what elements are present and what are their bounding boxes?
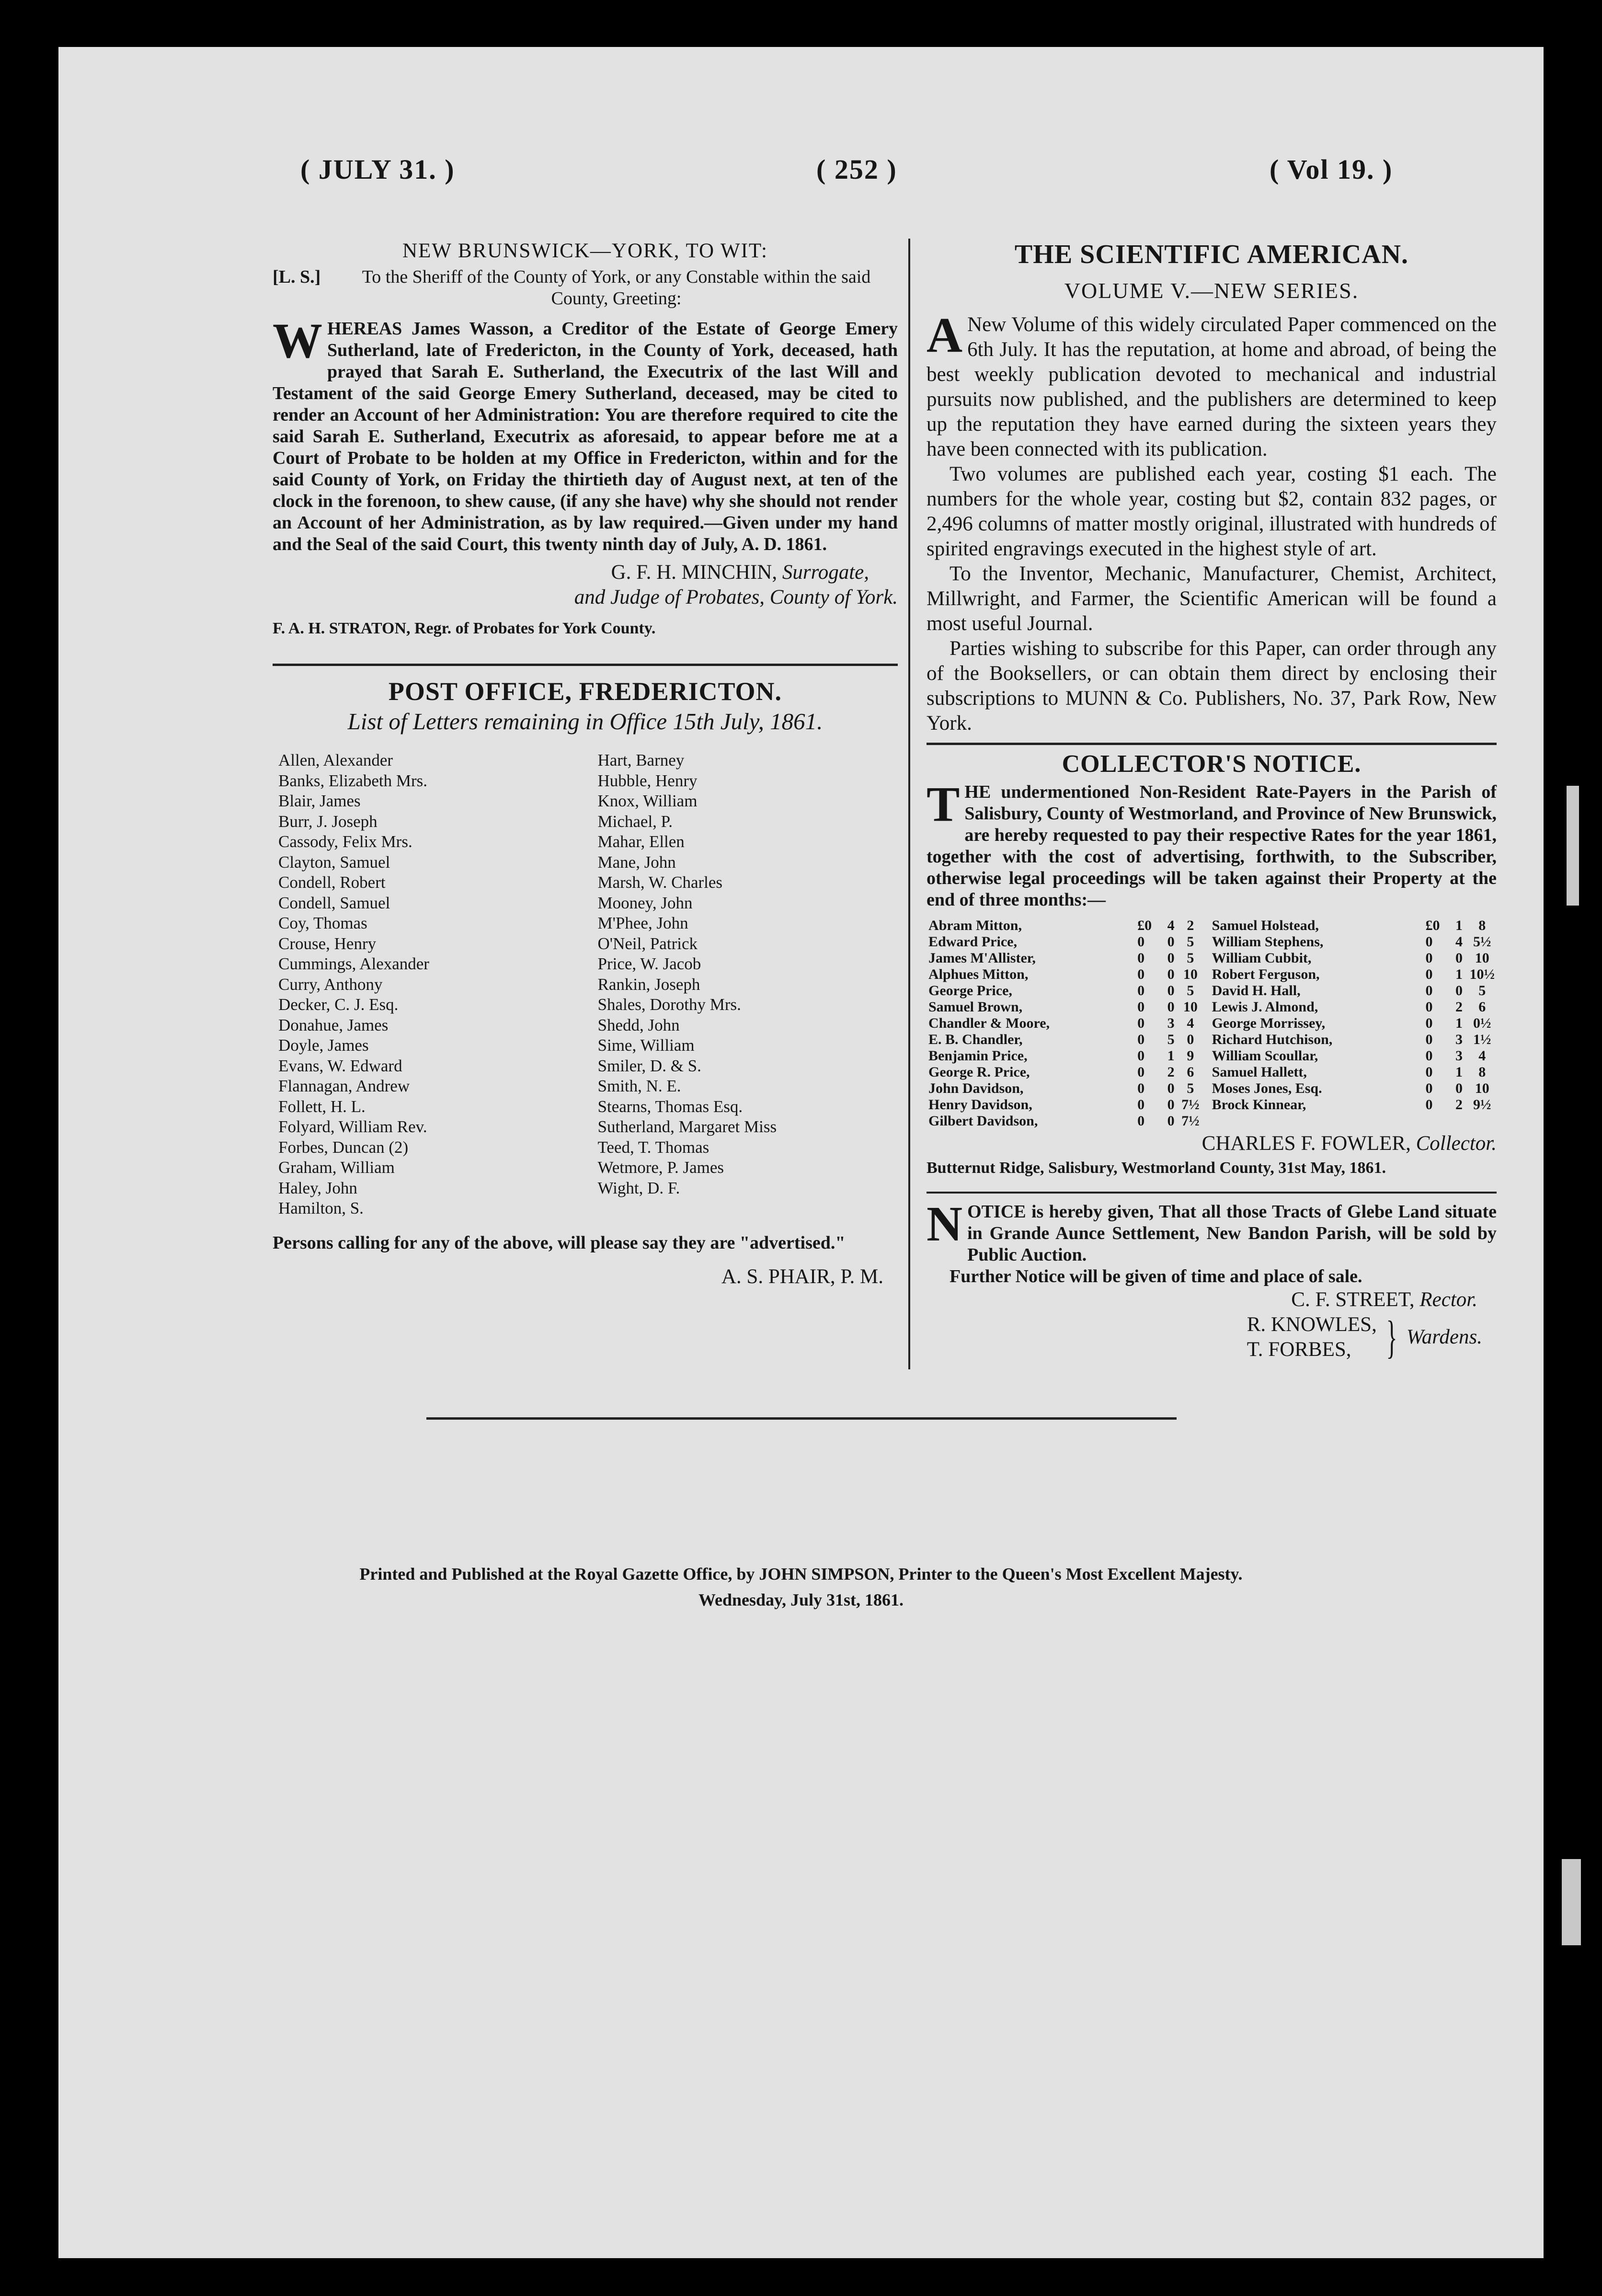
letter-entry: Flannagan, Andrew	[278, 1077, 410, 1095]
rate-pounds	[1424, 1113, 1451, 1129]
rector-title: Rector.	[1419, 1288, 1477, 1311]
drop-cap-w: W	[273, 313, 322, 368]
rate-name: Gilbert Davidson,	[928, 1113, 1038, 1129]
rate-pounds: 0	[1425, 1064, 1433, 1080]
rate-pence: 9½	[1473, 1097, 1491, 1113]
rate-name: William Scoullar,	[1212, 1048, 1318, 1064]
probate-address-block	[273, 266, 898, 310]
collector-body	[927, 777, 1497, 911]
sci-am-para4: Parties wishing to subscribe for this Paper, can order through any of the Booksellers, or can obtain them direct by enclosing their subscriptions to MUNN & Co. Publishers, No. 37, Park Row, New York.	[927, 637, 1497, 735]
rate-name: Alphues Mitton,	[928, 966, 1029, 982]
rate-pounds: 0	[1137, 1048, 1145, 1064]
rate-pounds: 0	[1137, 1080, 1145, 1096]
sci-am-para3: To the Inventor, Mechanic, Manufacturer, Chemist, Architect, Millwright, and Farmer, the Scientific American will be found a most useful Journal.	[927, 563, 1497, 635]
header-volume: ( Vol 19. )	[1270, 154, 1393, 185]
rate-pence: 5½	[1473, 934, 1491, 950]
letter-entry: Crouse, Henry	[278, 934, 377, 953]
rate-shillings: 2	[1455, 1097, 1463, 1113]
letter-entry: Sime, William	[597, 1036, 695, 1055]
rate-pence: 4	[1187, 1015, 1194, 1031]
rate-name: William Stephens,	[1212, 934, 1324, 950]
rate-pence: 5	[1187, 934, 1194, 950]
letter-entry: Wetmore, P. James	[597, 1158, 724, 1177]
post-office-title: POST OFFICE, FREDERICTON.	[388, 677, 782, 706]
rate-row	[927, 1113, 1497, 1129]
rate-name: James M'Allister,	[928, 950, 1036, 966]
rate-pence: 10	[1183, 966, 1198, 982]
rate-pence: 10	[1183, 999, 1198, 1015]
letter-entry: Condell, Robert	[278, 873, 386, 892]
rate-row	[927, 1064, 1497, 1080]
rate-shillings: 0	[1455, 950, 1463, 966]
collector-dateline: Butternut Ridge, Salisbury, Westmorland County, 31st May, 1861.	[927, 1159, 1386, 1177]
section-rule	[927, 743, 1497, 745]
letter-entry: Stearns, Thomas Esq.	[597, 1097, 743, 1116]
letter-entry: Hart, Barney	[597, 751, 685, 769]
wardens-title: Wardens.	[1406, 1326, 1482, 1348]
rate-pence: 5	[1187, 1080, 1194, 1096]
rate-shillings: 0	[1167, 1080, 1175, 1096]
glebe-body	[927, 1196, 1497, 1266]
header-page-number: ( 252 )	[816, 154, 897, 185]
registrar-line: F. A. H. STRATON, Regr. of Probates for York County.	[273, 620, 656, 637]
rate-pence: 9	[1187, 1048, 1194, 1064]
sci-am-para1-text: New Volume of this widely circulated Paper commenced on the 6th July. It has the reputation, at home and abroad, of being the best weekly publication devoted to mechanical and industrial pursuits now published, and the publishers are determined to keep up the reputation they have earned during the sixteen years they have been connected with its publication.	[927, 313, 1497, 460]
collector-role: Collector.	[1416, 1132, 1497, 1155]
letter-entry: Folyard, William Rev.	[278, 1117, 427, 1136]
letter-entry: Marsh, W. Charles	[597, 873, 723, 892]
rate-shillings: 0	[1167, 999, 1175, 1015]
rate-shillings: 0	[1167, 934, 1175, 950]
collectors-notice	[927, 750, 1497, 1178]
drop-cap-n: N	[927, 1196, 963, 1251]
rate-shillings: 2	[1455, 999, 1463, 1015]
rate-pounds: £0	[1137, 918, 1152, 933]
rate-shillings: 0	[1455, 983, 1463, 999]
letter-entry: Teed, T. Thomas	[597, 1137, 709, 1157]
letter-entry: Doyle, James	[278, 1036, 369, 1055]
rate-pence: 5	[1478, 983, 1486, 999]
rate-shillings: 3	[1455, 1048, 1463, 1064]
letter-entry: Shales, Dorothy Mrs.	[597, 995, 741, 1014]
signer-office: and Judge of Probates, County of York.	[574, 586, 898, 608]
scan-edge-artifact	[1562, 1859, 1581, 1945]
rate-pence: 10	[1475, 950, 1489, 966]
rate-name: William Cubbit,	[1212, 950, 1312, 966]
rate-shillings: 1	[1455, 1064, 1463, 1080]
warden-name: R. KNOWLES,	[1247, 1313, 1377, 1336]
rate-pence: 6	[1478, 999, 1486, 1015]
rate-shillings: 3	[1167, 1015, 1175, 1031]
collector-body-text: HE undermentioned Non-Resident Rate-Payers in the Parish of Salisbury, County of Westmorland, and Province of New Brunswick, are hereby requested to pay their respective Rates for the year 1861, together with the cost of advertising, forthwith, to the Subscriber, otherwise legal proceedings will be taken against their Property at the end of three months:—	[927, 782, 1497, 910]
rate-row	[927, 966, 1497, 983]
rate-pence: 6	[1187, 1064, 1194, 1080]
rate-row	[927, 1080, 1497, 1097]
rate-name: Richard Hutchison,	[1212, 1032, 1333, 1047]
rate-shillings: 0	[1167, 966, 1175, 982]
post-office-note: Persons calling for any of the above, will please say they are "advertised."	[273, 1232, 846, 1253]
section-rule	[927, 1192, 1497, 1194]
rate-pounds: 0	[1137, 1097, 1145, 1113]
rate-shillings: 1	[1455, 1015, 1463, 1031]
rate-name: George R. Price,	[928, 1064, 1030, 1080]
rate-pence: 7½	[1181, 1113, 1200, 1129]
wardens-signature	[927, 1312, 1497, 1362]
rate-pounds: 0	[1425, 1032, 1433, 1047]
letter-entry: Price, W. Jacob	[597, 954, 701, 973]
warden-name: T. FORBES,	[1247, 1338, 1351, 1361]
letter-entry: Mane, John	[597, 852, 676, 872]
letter-entry: Haley, John	[278, 1178, 357, 1197]
collector-title: COLLECTOR'S NOTICE.	[1062, 750, 1362, 778]
letter-entry: Wight, D. F.	[597, 1178, 680, 1197]
signer-name: G. F. H. MINCHIN,	[611, 561, 778, 584]
letters-list	[278, 750, 898, 1219]
rate-pounds: 0	[1425, 966, 1433, 982]
sci-am-subtitle: VOLUME V.—NEW SERIES.	[1064, 278, 1359, 303]
letter-entry: M'Phee, John	[597, 914, 688, 932]
imprint-date: Wednesday, July 31st, 1861.	[698, 1590, 904, 1609]
wardens-names	[1247, 1312, 1377, 1362]
rate-pounds: 0	[1425, 983, 1433, 999]
rate-pounds: 0	[1425, 1080, 1433, 1096]
probate-body	[273, 313, 898, 555]
rate-pounds: 0	[1425, 1097, 1433, 1113]
rate-name: Henry Davidson,	[928, 1097, 1032, 1113]
rate-shillings: 1	[1455, 966, 1463, 982]
rate-shillings: 2	[1167, 1064, 1175, 1080]
rate-name: Samuel Brown,	[928, 999, 1023, 1015]
letter-entry: Curry, Anthony	[278, 975, 383, 994]
rate-pence: 5	[1187, 983, 1194, 999]
letter-entry: Smith, N. E.	[597, 1077, 681, 1095]
letter-entry: Banks, Elizabeth Mrs.	[278, 771, 428, 790]
left-column	[273, 239, 898, 1289]
rector-name: C. F. STREET,	[1291, 1288, 1415, 1311]
letter-entry: Sutherland, Margaret Miss	[597, 1117, 777, 1136]
rate-shillings: 5	[1167, 1032, 1175, 1047]
rector-signature	[927, 1287, 1497, 1312]
rate-shillings: 1	[1455, 918, 1463, 933]
brace-mark: }	[1386, 1311, 1397, 1363]
rate-row	[927, 918, 1497, 934]
letter-entry: Mooney, John	[597, 893, 693, 912]
rate-pounds: 0	[1137, 1032, 1145, 1047]
rate-pounds: 0	[1425, 934, 1433, 950]
rate-pounds: £0	[1425, 918, 1440, 933]
postmaster-signature: A. S. PHAIR, P. M.	[721, 1265, 883, 1288]
rate-row	[927, 1032, 1497, 1048]
right-column	[927, 239, 1497, 1362]
letter-entry: Allen, Alexander	[278, 751, 393, 769]
rate-pence: 8	[1478, 918, 1486, 933]
rate-pounds: 0	[1425, 999, 1433, 1015]
rate-pounds: 0	[1137, 999, 1145, 1015]
rate-row	[927, 1048, 1497, 1064]
rate-name: Chandler & Moore,	[928, 1015, 1050, 1031]
rate-row	[927, 983, 1497, 999]
drop-cap-t: T	[927, 777, 960, 832]
rate-pence: 4	[1478, 1048, 1486, 1064]
probate-body-text: HEREAS James Wasson, a Creditor of the Estate of George Emery Sutherland, late of Fredericton, in the County of York, deceased, hath prayed that Sarah E. Sutherland, the Executrix of the last Will and Testament of the said George Emery Sutherland, deceased, may be cited to render an Account of her Administration: You are therefore required to cite the said Sarah E. Sutherland, Executrix as aforesaid, to appear before me at a Court of Probate to be holden at my Office in Fredericton, within and for the said County of York, on Friday the thirtieth day of August next, at ten of the clock in the forenoon, to shew cause, (if any she have) why she should not render an Account of her Administration, as by law required.—Given under my hand and the Seal of the said Court, this twenty ninth day of July, A. D. 1861.	[273, 319, 898, 554]
rate-name: George Price,	[928, 983, 1012, 999]
rate-shillings: 0	[1167, 983, 1175, 999]
rate-pounds: 0	[1137, 983, 1145, 999]
rate-pence: 10½	[1469, 966, 1495, 982]
rate-row	[927, 999, 1497, 1015]
letter-entry: Cummings, Alexander	[278, 954, 429, 973]
letter-entry: Shedd, John	[597, 1015, 680, 1034]
rate-name: Lewis J. Almond,	[1212, 999, 1318, 1015]
rate-pounds: 0	[1137, 1113, 1145, 1129]
rate-name: George Morrissey,	[1212, 1015, 1326, 1031]
letter-entry: Michael, P.	[597, 812, 673, 831]
rate-shillings: 0	[1455, 1080, 1463, 1096]
probate-notice	[273, 239, 898, 639]
letter-entry: Knox, William	[597, 792, 698, 810]
rate-pence: 8	[1478, 1064, 1486, 1080]
rate-name: Abram Mitton,	[928, 918, 1022, 933]
post-office-notice	[273, 676, 898, 1289]
letter-entry: Decker, C. J. Esq.	[278, 995, 399, 1014]
signer-title: Surrogate,	[782, 561, 869, 584]
rate-row	[927, 950, 1497, 966]
letter-entry: Cassody, Felix Mrs.	[278, 832, 412, 851]
letter-entry: Rankin, Joseph	[597, 975, 700, 994]
glebe-notice	[927, 1196, 1497, 1363]
rate-name: Edward Price,	[928, 934, 1017, 950]
probate-signer	[273, 560, 898, 585]
rate-pence: 10	[1475, 1080, 1489, 1096]
section-rule	[273, 664, 898, 666]
rate-pounds: 0	[1425, 1015, 1433, 1031]
rate-pounds: 0	[1137, 934, 1145, 950]
rate-pence: 0½	[1473, 1015, 1491, 1031]
imprint-line: Printed and Published at the Royal Gazette Office, by JOHN SIMPSON, Printer to the Queen's Most Excellent Majesty.	[359, 1564, 1243, 1584]
rate-pence: 2	[1187, 918, 1194, 933]
letter-entry	[598, 1198, 898, 1219]
probate-address: To the Sheriff of the County of York, or any Constable within the said County, Greeting:	[362, 267, 871, 309]
letter-entry: Smiler, D. & S.	[597, 1056, 701, 1075]
bottom-rule	[426, 1417, 1177, 1420]
letter-entry: Mahar, Ellen	[597, 832, 685, 851]
rate-name	[1202, 1113, 1424, 1129]
rate-shillings	[1451, 1113, 1468, 1129]
newspaper-page	[58, 47, 1544, 2258]
rate-shillings: 4	[1455, 934, 1463, 950]
imprint-footer	[58, 1561, 1544, 1613]
rate-name: Samuel Holstead,	[1212, 918, 1319, 933]
sci-am-title: THE SCIENTIFIC AMERICAN.	[1014, 240, 1409, 269]
glebe-further: Further Notice will be given of time and place of sale.	[950, 1266, 1362, 1286]
rate-name: Moses Jones, Esq.	[1212, 1080, 1322, 1096]
collector-signature	[927, 1131, 1497, 1156]
rate-shillings: 0	[1167, 1097, 1175, 1113]
column-divider	[908, 239, 910, 1369]
letter-entry: Evans, W. Edward	[278, 1056, 402, 1075]
drop-cap-a: A	[927, 308, 963, 363]
rate-row	[927, 934, 1497, 950]
letter-entry: Hubble, Henry	[597, 771, 698, 790]
letter-entry: Donahue, James	[278, 1015, 389, 1034]
collector-name: CHARLES F. FOWLER,	[1202, 1132, 1411, 1155]
rate-shillings: 1	[1167, 1048, 1175, 1064]
rate-name: Brock Kinnear,	[1212, 1097, 1306, 1113]
letter-entry: Coy, Thomas	[278, 914, 367, 932]
rate-pence: 1½	[1473, 1032, 1491, 1047]
rate-pounds: 0	[1137, 1015, 1145, 1031]
scan-edge-artifact	[1567, 786, 1579, 906]
rate-shillings: 4	[1167, 918, 1175, 933]
scientific-american-ad	[927, 239, 1497, 736]
rate-pence: 0	[1187, 1032, 1194, 1047]
letter-entry: Burr, J. Joseph	[278, 812, 378, 831]
letter-entry: O'Neil, Patrick	[597, 934, 698, 953]
rate-name: David H. Hall,	[1212, 983, 1301, 999]
rate-row	[927, 1097, 1497, 1113]
letter-entry: Graham, William	[278, 1158, 395, 1177]
rate-shillings: 3	[1455, 1032, 1463, 1047]
rate-name: Benjamin Price,	[928, 1048, 1028, 1064]
rate-pounds: 0	[1425, 1048, 1433, 1064]
rate-pence	[1468, 1113, 1497, 1129]
letter-entry: Condell, Samuel	[278, 893, 390, 912]
rate-pence: 7½	[1181, 1097, 1200, 1113]
rate-pounds: 0	[1137, 950, 1145, 966]
glebe-body-text: OTICE is hereby given, That all those Tracts of Glebe Land situate in Grande Aunce Settlement, New Bandon Parish, will be sold by Public Auction.	[967, 1202, 1497, 1265]
header-date: ( JULY 31. )	[300, 154, 455, 185]
letter-entry: Follett, H. L.	[278, 1097, 366, 1116]
sci-am-para1	[927, 308, 1497, 462]
rate-name: Robert Ferguson,	[1212, 966, 1320, 982]
rate-shillings: 0	[1167, 1113, 1175, 1129]
rate-name: E. B. Chandler,	[928, 1032, 1023, 1047]
rate-pounds: 0	[1137, 1064, 1145, 1080]
letter-entry: Blair, James	[278, 792, 361, 810]
rate-name: Samuel Hallett,	[1212, 1064, 1307, 1080]
rates-table	[927, 918, 1497, 1129]
rate-pounds: 0	[1425, 950, 1433, 966]
sci-am-para2: Two volumes are published each year, costing $1 each. The numbers for the whole year, costing but $2, contain 832 pages, or 2,496 columns of matter mostly original, illustrated with hundreds of spirited engravings executed in the highest style of art.	[927, 463, 1497, 560]
rate-shillings: 0	[1167, 950, 1175, 966]
rate-name: John Davidson,	[928, 1080, 1024, 1096]
letter-entry: Forbes, Duncan (2)	[278, 1137, 409, 1157]
probate-heading: NEW BRUNSWICK—YORK, TO WIT:	[402, 240, 768, 262]
rate-pence: 5	[1187, 950, 1194, 966]
rate-row	[927, 1015, 1497, 1032]
letter-entry: Hamilton, S.	[278, 1199, 364, 1217]
seal-mark: [L. S.]	[273, 267, 321, 287]
letter-entry: Clayton, Samuel	[278, 852, 390, 872]
rate-pounds: 0	[1137, 966, 1145, 982]
post-office-subtitle: List of Letters remaining in Office 15th July, 1861.	[347, 708, 823, 735]
